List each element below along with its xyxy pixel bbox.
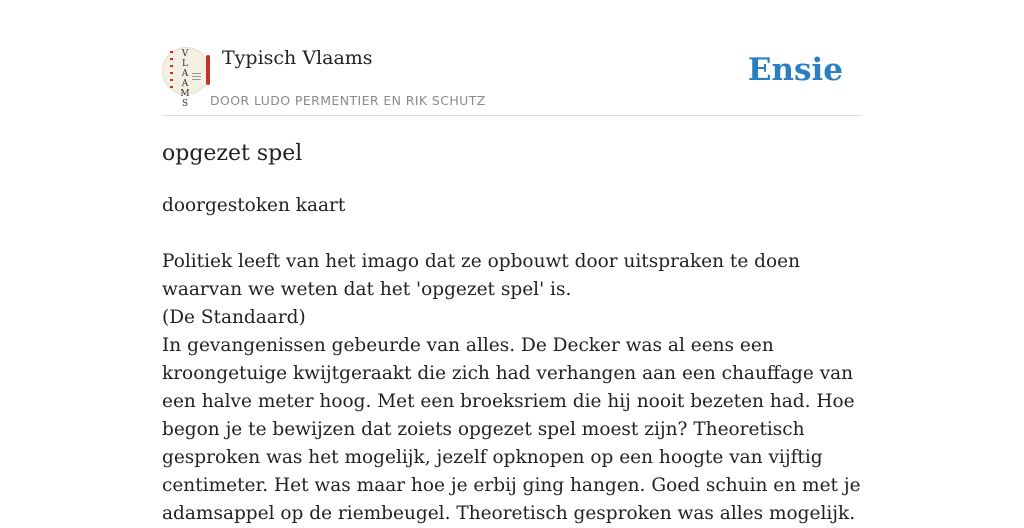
page bbox=[162, 0, 862, 524]
entry-meaning: doorgestoken kaart bbox=[162, 195, 346, 216]
avatar-dots-decoration bbox=[170, 51, 173, 91]
paragraph-spacer bbox=[162, 220, 862, 248]
entry-title: opgezet spel bbox=[162, 141, 303, 166]
example-quote-1: Politiek leeft van het imago dat ze opbouwt door uitspraken te doen waarvan we weten dat het 'opgezet spel' is. bbox=[162, 251, 801, 300]
ensie-logo-link[interactable]: Ensie bbox=[747, 52, 843, 88]
site-header bbox=[162, 0, 862, 116]
avatar-letters: V L A A M S bbox=[180, 49, 190, 109]
blog-title-link[interactable]: Typisch Vlaams bbox=[222, 47, 373, 69]
blog-avatar[interactable] bbox=[162, 47, 210, 109]
avatar-lines-decoration bbox=[192, 73, 201, 81]
byline: DOOR LUDO PERMENTIER EN RIK SCHUTZ bbox=[210, 93, 486, 108]
example-source-1: (De Standaard) bbox=[162, 307, 306, 328]
entry-definition bbox=[162, 192, 862, 528]
avatar-stripe-decoration bbox=[206, 55, 210, 85]
example-quote-2: In gevangenissen gebeurde van alles. De Decker was al eens een kroongetuige kwijtgeraakt die zich had verhangen aan een chauffage van een halve meter hoog. Met een broeksriem die hij nooit bezeten had. Hoe begon je te bewijzen dat zoiets opgezet spel moest zijn? Theoretisch gesproken was het mogelijk, jezelf opknopen op een hoogte van vijftig centimeter. Het was maar hoe je erbij ging hangen. Goed schuin en met je adamsappel op de riembeugel. Theoretisch gesproken was alles mogelijk. bbox=[162, 335, 861, 524]
